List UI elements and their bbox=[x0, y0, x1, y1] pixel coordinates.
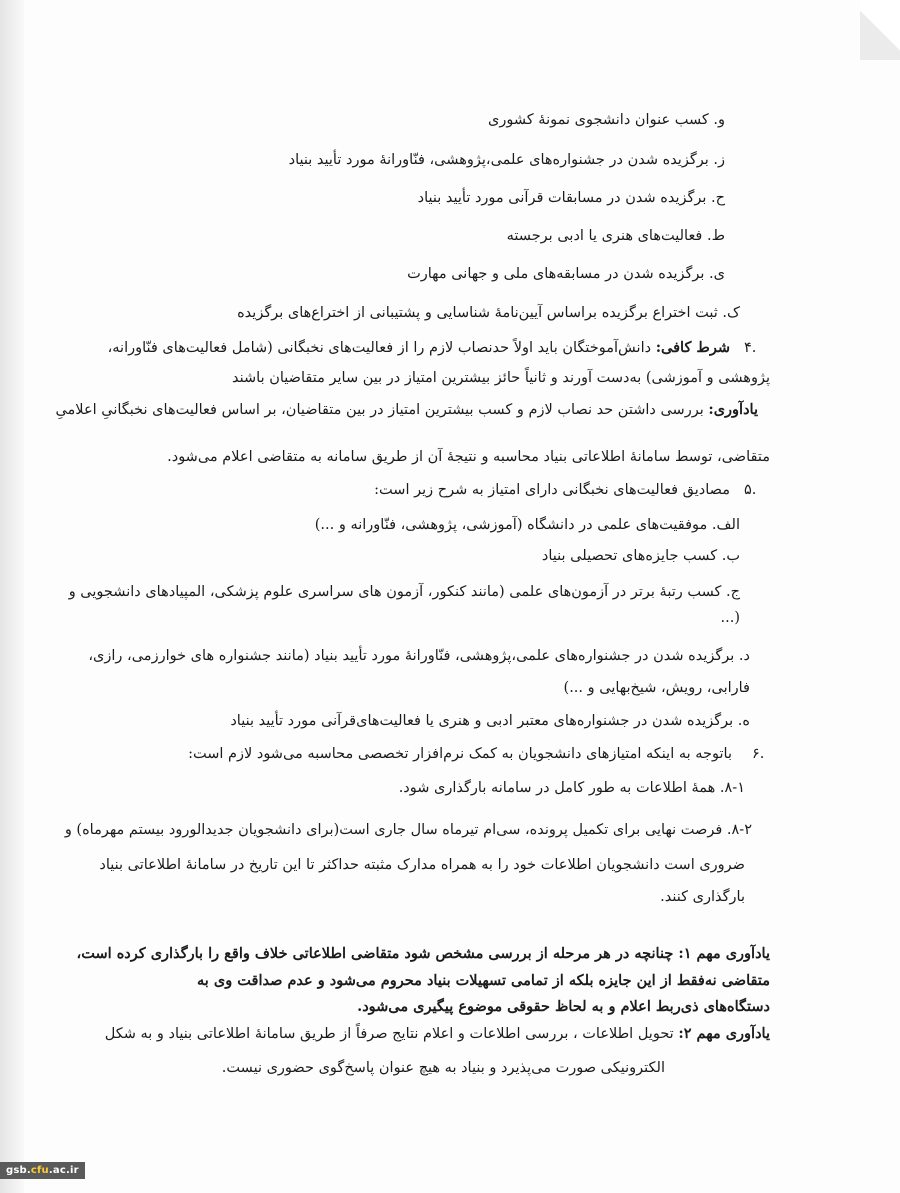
section-5-jim-line-2: (... bbox=[720, 610, 740, 626]
item-vav: و. کسب عنوان دانشجوی نمونهٔ کشوری bbox=[488, 112, 725, 128]
section-5-number: ۵. bbox=[744, 482, 757, 498]
page-corner-fold bbox=[860, 0, 900, 60]
section-6-number: ۶. bbox=[752, 746, 765, 762]
important-reminder-1-line-1: یادآوری مهم ۱: چنانچه در هر مرحله از بررسی مشخص شود متقاضی اطلاعاتی خلاف واقع را بارگذاری کرده است، bbox=[76, 945, 770, 962]
important-reminder-1-line-2: متقاضی نه‌فقط از این جایزه بلکه از تمامی تسهیلات بنیاد محروم می‌شود و عدم صداقت وی به bbox=[197, 972, 770, 989]
section-5-heading: مصادیق فعالیت‌های نخبگانی دارای امتیاز به شرح زیر است: bbox=[374, 482, 730, 498]
section-4-number: ۴. bbox=[744, 340, 757, 356]
reminder-line-2: متقاضی، توسط سامانهٔ اطلاعاتی بنیاد محاسبه و نتیجهٔ آن از طریق سامانه به متقاضی اعلام می‌شود. bbox=[167, 449, 770, 465]
item-he: ح. برگزیده شدن در مسابقات قرآنی مورد تأیید بنیاد bbox=[417, 190, 725, 206]
section-5-alef: الف. موفقیت‌های علمی در دانشگاه (آموزشی، پژوهشی، فنّاورانه و ...) bbox=[314, 517, 740, 533]
section-5-dal-line-1: د. برگزیده شدن در جشنوارەهای علمی،پژوهشی، فنّاورانهٔ مورد تأیید بنیاد (مانند جشنواره های خوارزمی، رازی، bbox=[88, 648, 750, 664]
important-reminder-2-text-1: تحویل اطلاعات ، بررسی اطلاعات و اعلام نتایج صرفاً از طریق سامانهٔ اطلاعاتی بنیاد و به شکل bbox=[104, 1026, 674, 1042]
item-ze: ز. برگزیده شدن در جشنوارەهای علمی،پژوهشی، فنّاورانهٔ مورد تأیید بنیاد bbox=[288, 152, 725, 168]
important-reminder-2-label: یادآوری مهم ۲: bbox=[678, 1025, 770, 1042]
section-6-item-1: ۸-۱. همهٔ اطلاعات به طور کامل در سامانه بارگذاری شود. bbox=[398, 780, 745, 796]
section-4-line-2: پژوهشی و آموزشی) به‌دست آورند و ثانیاً حائز بیشترین امتیاز در بین سایر متقاضیان باشند bbox=[232, 370, 770, 386]
site-watermark[interactable] bbox=[0, 1162, 85, 1179]
reminder-text-1: بررسی داشتن حد نصاب لازم و کسب بیشترین امتیاز در بین متقاضیان، بر اساس فعالیت‌های نخبگانیِ اعلامیِ bbox=[55, 402, 704, 418]
watermark-accent: cfu bbox=[30, 1165, 49, 1176]
section-6-item-2-line-1: ۸-۲. فرصت نهایی برای تکمیل پرونده، سی‌ام تیرماه سال جاری است(برای دانشجویان جدیدالورود بیستم مهرماه) و bbox=[64, 822, 752, 838]
section-4-text-1: دانش‌آموختگان باید اولاً حدنصاب لازم را از فعالیت‌های نخبگانی (شامل فعالیت‌های فنّاورانه، bbox=[107, 340, 652, 356]
section-5-be: ب. کسب جایزه‌های تحصیلی بنیاد bbox=[541, 548, 740, 564]
section-6-item-2-line-3: بارگذاری کنند. bbox=[660, 889, 745, 905]
item-ye: ی. برگزیده شدن در مسابقه‌های ملی و جهانی مهارت bbox=[407, 266, 725, 282]
important-reminder-2-line-1 bbox=[105, 1024, 770, 1044]
section-6-item-2-line-2: ضروری است دانشجویان اطلاعات خود را به همراه مدارک مثبته حداکثر تا این تاریخ در سامانهٔ اطلاعاتی بنیاد bbox=[99, 857, 745, 873]
section-5-he: ه. برگزیده شدن در جشنوارەهای معتبر ادبی و هنری یا فعالیت‌های‌قرآنی مورد تأیید بنیاد bbox=[230, 713, 750, 729]
section-5-dal-line-2: فارابی، رویش، شیخ‌بهایی و ...) bbox=[563, 680, 750, 696]
section-4-label: شرط کافی: bbox=[655, 339, 730, 356]
important-reminder-1-line-3: دستگاه‌های ذی‌ربط اعلام و به لحاظ حقوقی موضوع پیگیری می‌شود. bbox=[357, 998, 770, 1015]
watermark-prefix: gsb. bbox=[6, 1165, 31, 1176]
section-5-jim-line-1: ج. کسب رتبهٔ برتر در آزمون‌های علمی (مانند کنکور، آزمون های سراسری علوم پزشکی، المپیادهای دانشجویی و bbox=[68, 584, 740, 600]
item-ta: ط. فعالیت‌های هنری یا ادبی برجسته bbox=[506, 228, 725, 244]
section-4-line-1 bbox=[108, 338, 730, 358]
watermark-suffix: .ac.ir bbox=[48, 1165, 79, 1176]
item-kaf: ک. ثبت اختراع برگزیده براساس آیین‌نامهٔ شناسایی و پشتیبانی از اختراع‌های برگزیده bbox=[237, 305, 740, 321]
reminder-label: یادآوری: bbox=[708, 401, 758, 418]
important-reminder-2-line-2: الکترونیکی صورت می‌پذیرد و بنیاد به هیچ عنوان پاسخ‌گوی حضوری نیست. bbox=[221, 1060, 665, 1076]
section-6-heading: باتوجه به اینکه امتیازهای دانشجویان به کمک نرم‌افزار تخصصی محاسبه می‌شود لازم است: bbox=[188, 746, 732, 762]
reminder-line-1 bbox=[55, 400, 758, 420]
scan-edge-shadow bbox=[0, 0, 24, 1193]
